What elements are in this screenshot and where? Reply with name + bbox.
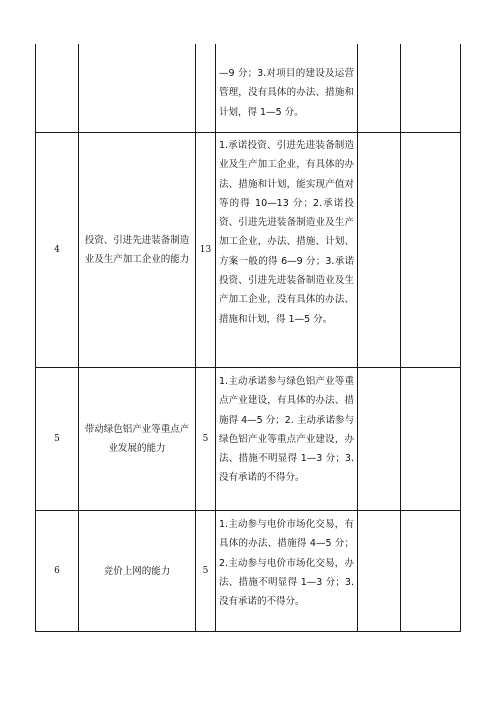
criteria-cell: 1.承诺投资、引进先进装备制造业及生产加工企业，有具体的办法、措施和计划，能实现产值对等的得 10—13 分；2.承诺投资、引进先进装备制造业及生产加工企业，办法、措施、计划、方案一般的得 6—9 分；3.承诺投资、引进先进装备制造业及生产加工企业，没有具体的办法、措施和计划，得 1—5 分。	[219, 140, 354, 325]
row-number: 4	[54, 244, 60, 255]
criteria-cell: 1.主动参与电价市场化交易，有具体的办法、措施得 4—5 分；2.主动参与电价市场化交易，办法、措施不明显得 1—3 分；3.没有承诺的不得分。	[219, 519, 354, 608]
table-border	[35, 631, 461, 632]
score-cell: 5	[202, 565, 209, 576]
criteria-cell: 1.主动承诺参与绿色铝产业等重点产业建设，有具体的办法、措施得 4—5 分；2. 主动承诺参与绿色铝产业等重点产业建设，办法、措施不明显得 1—3 分；3.没有承诺的不得分。	[219, 376, 354, 484]
item-name: 竞价上网的能力	[103, 565, 171, 577]
score-cell: 5	[202, 433, 209, 444]
score-cell: 13	[199, 244, 212, 255]
criteria-cell: —9 分；3.对项目的建设及运营管理，没有具体的办法、措施和计划，得 1—5 分。	[219, 68, 354, 118]
row-number: 6	[54, 565, 60, 576]
item-name: 带动绿色铝产业等重点产业发展的能力	[84, 424, 190, 454]
item-name: 投资、引进先进装备制造业及生产加工企业的能力	[84, 235, 190, 265]
row-number: 5	[54, 433, 60, 444]
